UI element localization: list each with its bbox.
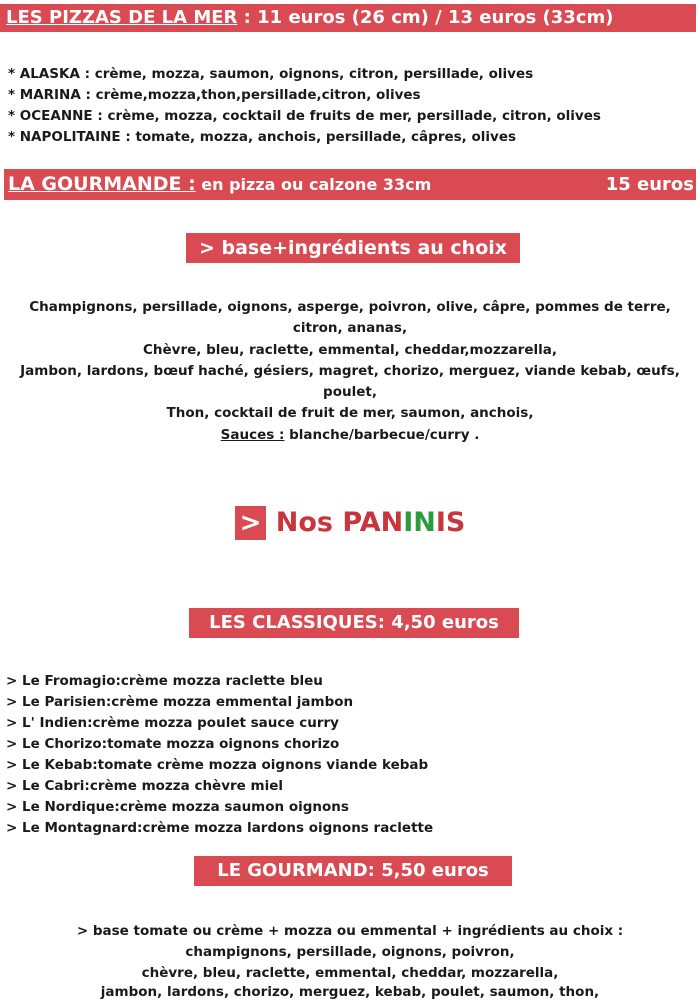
mer-title: LES PIZZAS DE LA MER xyxy=(6,7,238,28)
gourmand-header: LE GOURMAND: 5,50 euros xyxy=(194,856,512,886)
panini-item: > Le Parisien:crème mozza emmental jambon xyxy=(6,694,354,710)
paninis-title xyxy=(0,506,700,540)
gourmand-line: champignons, persillade, oignons, poivron, xyxy=(185,944,515,960)
panini-item: > Le Fromagio:crème mozza raclette bleu xyxy=(6,673,323,689)
panini-item: > Le Cabri:crème mozza chèvre miel xyxy=(6,778,284,794)
mer-item: * ALASKA : crème, mozza, saumon, oignons, citron, persillade, olives xyxy=(8,66,534,82)
panini-item: > L' Indien:crème mozza poulet sauce curry xyxy=(6,715,339,731)
ingredient-line: Chèvre, bleu, raclette, emmental, cheddar,mozzarella, xyxy=(142,342,557,358)
gourmande-title: LA GOURMANDE : xyxy=(8,173,196,195)
gourmand-line: jambon, lardons, chorizo, merguez, kebab, poulet, saumon, thon, xyxy=(100,984,600,1000)
classiques-header: LES CLASSIQUES: 4,50 euros xyxy=(189,608,519,638)
mer-header xyxy=(0,4,696,32)
gourmande-header xyxy=(4,169,696,200)
paninis-word-part: IN xyxy=(403,507,436,538)
gourmande-price: 15 euros xyxy=(605,174,694,195)
mer-item: * MARINA : crème,mozza,thon,persillade,citron, olives xyxy=(8,87,421,103)
gourmande-base-label: > base+ingrédients au choix xyxy=(186,233,520,263)
paninis-arrow: > xyxy=(235,506,267,540)
sauces-value: blanche/barbecue/curry . xyxy=(284,427,480,443)
paninis-word-part: PAN xyxy=(342,507,404,538)
mer-item: * NAPOLITAINE : tomate, mozza, anchois, persillade, câpres, olives xyxy=(8,129,517,145)
paninis-nos: Nos xyxy=(266,507,343,538)
ingredient-line: Thon, cocktail de fruit de mer, saumon, anchois, xyxy=(166,405,534,421)
gourmande-subtitle: en pizza ou calzone 33cm xyxy=(195,175,432,194)
sauces-line xyxy=(0,427,700,443)
ingredient-line: Champignons, persillade, oignons, asperge, poivron, olive, câpre, pommes de terre, xyxy=(29,299,671,315)
gourmand-line: > base tomate ou crème + mozza ou emmental + ingrédients au choix : xyxy=(76,923,624,939)
ingredient-line: citron, ananas, xyxy=(292,320,408,336)
paninis-word-part: IS xyxy=(435,507,466,538)
panini-item: > Le Montagnard:crème mozza lardons oignons raclette xyxy=(6,820,434,836)
mer-price: : 11 euros (26 cm) / 13 euros (33cm) xyxy=(237,7,614,28)
ingredient-line: Jambon, lardons, bœuf haché, gésiers, magret, chorizo, merguez, viande kebab, œufs, xyxy=(20,363,680,379)
panini-item: > Le Chorizo:tomate mozza oignons chorizo xyxy=(6,736,340,752)
sauces-label: Sauces : xyxy=(220,427,285,443)
panini-item: > Le Nordique:crème mozza saumon oignons xyxy=(6,799,349,815)
gourmand-line: chèvre, bleu, raclette, emmental, cheddar, mozzarella, xyxy=(141,965,559,981)
mer-item: * OCEANNE : crème, mozza, cocktail de fruits de mer, persillade, citron, olives xyxy=(8,108,601,124)
panini-item: > Le Kebab:tomate crème mozza oignons viande kebab xyxy=(6,757,429,773)
ingredient-line: poulet, xyxy=(323,384,377,400)
